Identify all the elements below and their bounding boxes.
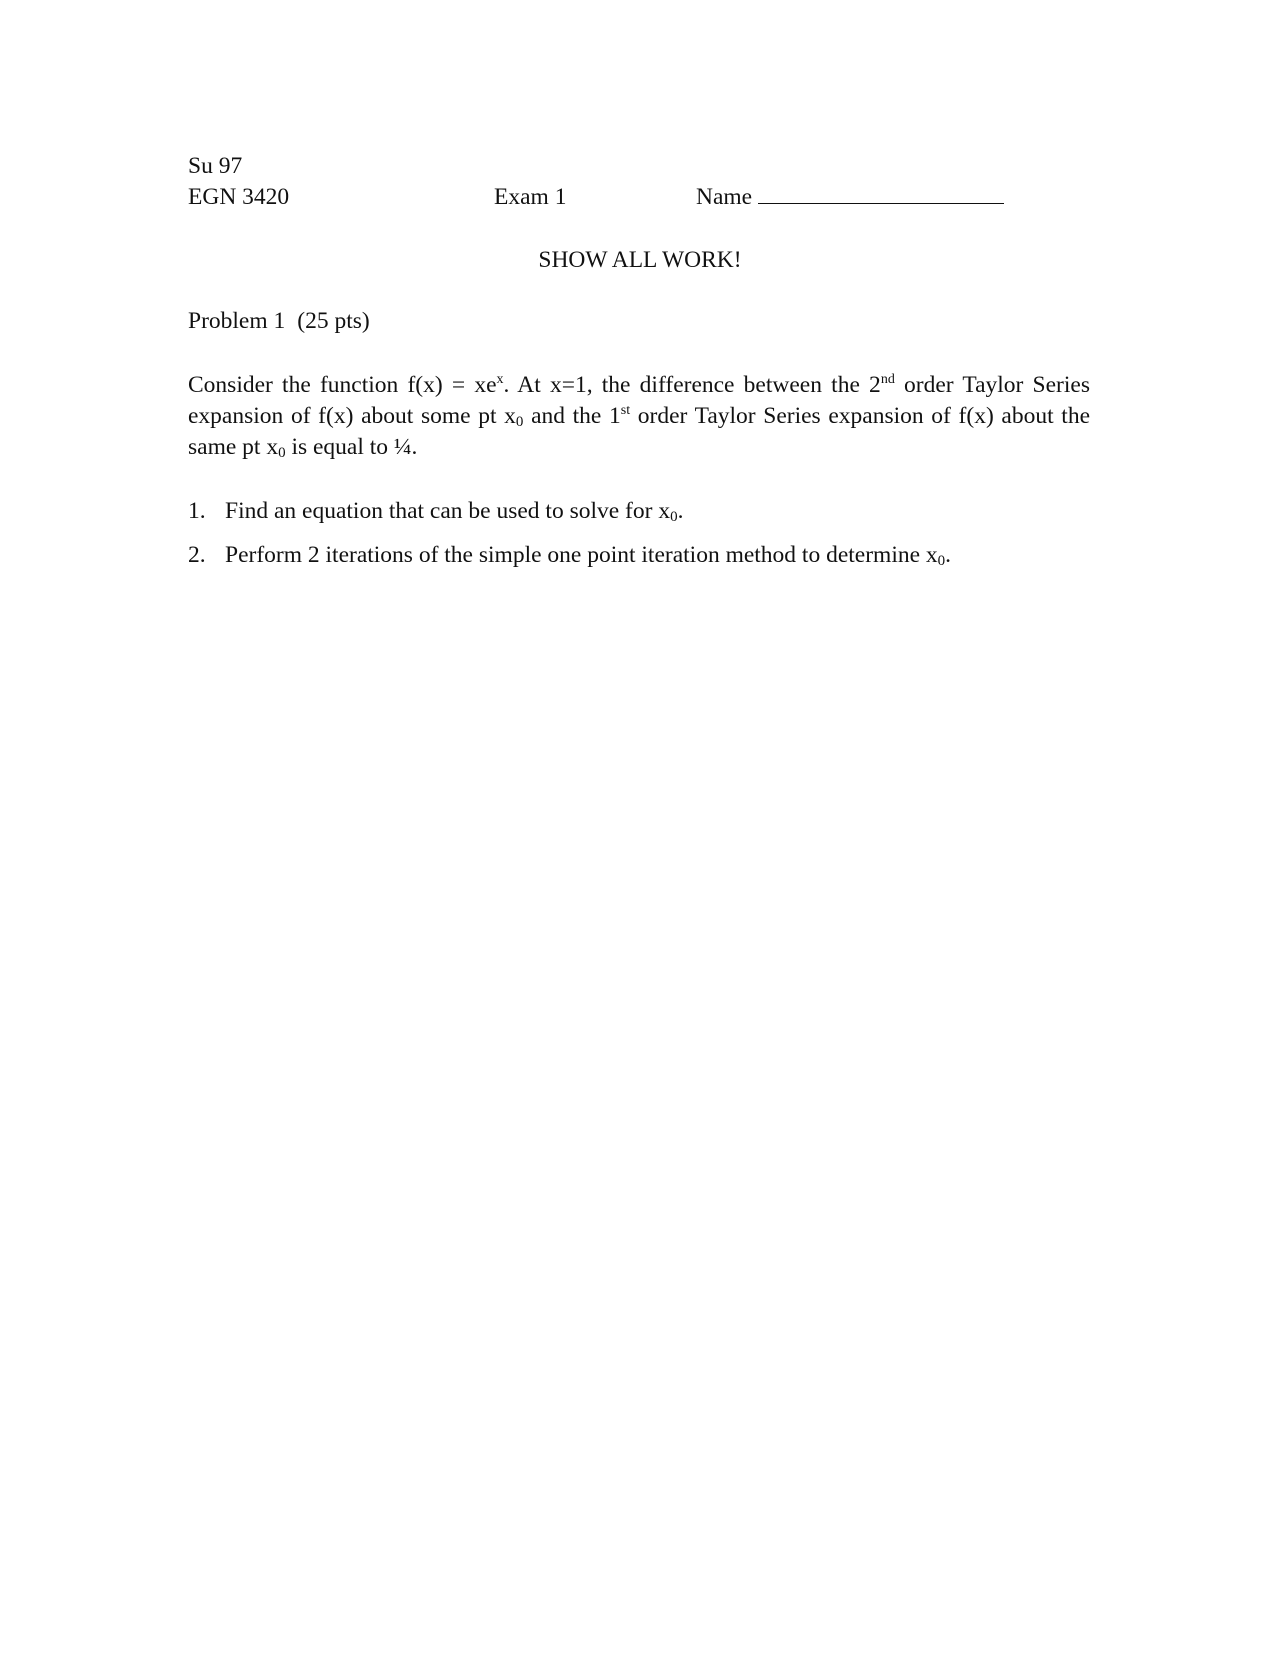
task-text: Perform 2 iterations of the simple one point iteration method to determine x	[225, 542, 938, 568]
superscript-nd: nd	[880, 372, 895, 387]
task-number: 1.	[188, 498, 206, 524]
task-list	[188, 497, 951, 585]
instructions-heading: SHOW ALL WORK!	[538, 247, 742, 273]
task-text: Find an equation that can be used to solve for x	[225, 498, 671, 524]
name-blank-line	[758, 183, 1004, 204]
problem-points: (25 pts)	[297, 308, 370, 334]
term-label: Su 97	[188, 153, 243, 179]
task-item: 2. Perform 2 iterations of the simple one point iteration method to determine $x_0$.	[188, 542, 952, 569]
name-label: Name	[696, 184, 753, 210]
problem-heading	[188, 307, 370, 336]
task-item: 1. Find an equation that can be used to solve for $x_0$.	[188, 498, 684, 525]
problem-title: Problem 1	[188, 308, 286, 334]
superscript-x: x	[496, 372, 504, 387]
exam-title: Exam 1	[494, 184, 567, 210]
problem-statement: Consider the function $f(x) = xe^x$. At x=1, the difference between the 2nd order Taylor Series expansion of f(x) about some pt $x_0$ and the 1st order Taylor Series expansion of f(x) about the same pt $x_0$ is equal to ¼.	[188, 372, 1091, 461]
superscript-st: st	[620, 403, 631, 418]
course-code: EGN 3420	[188, 184, 290, 210]
name-field	[696, 183, 1004, 212]
subscript-zero: 0	[515, 414, 524, 430]
task-number: 2.	[188, 542, 206, 568]
subscript-zero: 0	[278, 445, 286, 461]
